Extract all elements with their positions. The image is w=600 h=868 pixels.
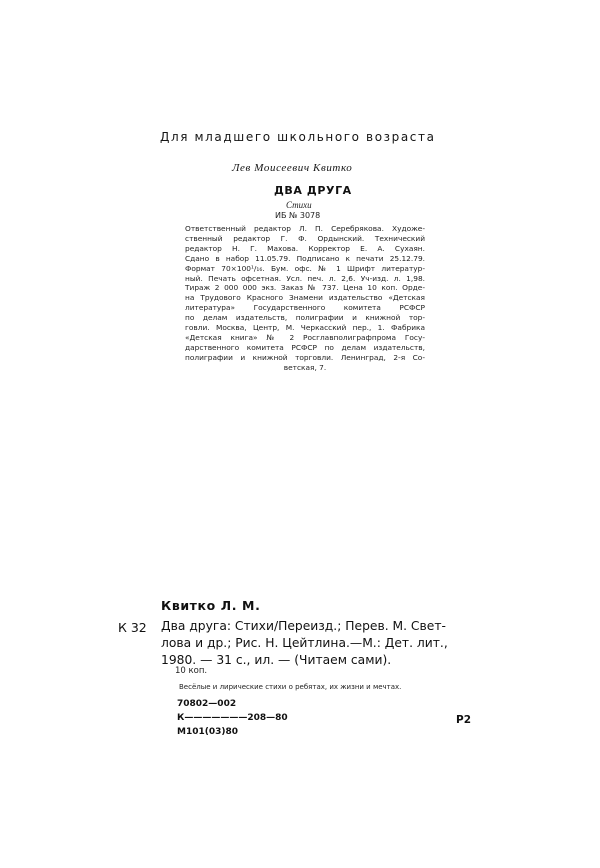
author-name: Лев Моисеевич Квитко — [232, 162, 353, 174]
imprint-line: Формат 70×100¹/₁₆. Бум. офс. № 1 Шрифт литератур- — [185, 263, 425, 273]
catalog-card-heading: Квитко Л. М. — [161, 598, 261, 613]
imprint-line: литература» Государственного комитета РСФСР — [185, 303, 425, 313]
imprint-line: Ответственный редактор Л. П. Серебрякова. Художе- — [185, 224, 425, 233]
price-label: 10 коп. — [175, 666, 208, 676]
imprint-line: дарственного комитета РСФСР по делам издательств, — [185, 342, 425, 352]
imprint-line: на Трудового Красного Знамени издательство «Детская — [185, 293, 425, 303]
imprint-line: ветская, 7. — [283, 362, 327, 372]
bibliographic-line: 1980. — 31 с., ил. — (Читаем сами). — [161, 653, 392, 667]
catalog-class-mark: К 32 — [118, 620, 147, 635]
audience-note: Для младшего школьного возраста — [160, 130, 436, 144]
imprint-block — [185, 224, 425, 373]
genre-label: Стихи — [286, 200, 312, 210]
imprint-line: Тираж 2 000 000 экз. Заказ № 737. Цена 10 коп. Орде- — [185, 283, 425, 293]
publisher-code-line: М101(03)80 — [177, 727, 239, 737]
imprint-line: полиграфии и книжной торговли. Ленинград, 2-я Со- — [185, 352, 425, 362]
library-index-mark: Р2 — [456, 714, 472, 726]
imprint-line: ственный редактор Г. Ф. Ордынский. Технический — [185, 233, 425, 243]
annotation-text: Весёлые и лирические стихи о ребятах, их жизни и мечтах. — [179, 683, 402, 691]
ib-number: ИБ № 3078 — [275, 211, 321, 220]
imprint-line: по делам издательств, полиграфии и книжной тор- — [185, 313, 425, 323]
imprint-line: «Детская книга» № 2 Росглавполиграфпрома Госу- — [185, 332, 425, 342]
book-title: ДВА ДРУГА — [274, 184, 352, 197]
bibliographic-description — [161, 618, 455, 669]
imprint-line: Сдано в набор 11.05.79. Подписано к печати 25.12.79. — [185, 253, 425, 263]
publisher-code-line: 70802—002 — [177, 699, 237, 709]
bibliographic-line: Два друга: Стихи/Переизд.; Перев. М. Свет- — [161, 619, 446, 633]
imprint-line: говли. Москва, Центр, М. Черкасский пер., 1. Фабрика — [185, 323, 425, 333]
imprint-line: ный. Печать офсетная. Усл. печ. л. 2,6. Уч-изд. л. 1,98. — [185, 273, 425, 283]
publisher-code-line: К———————208—80 — [177, 713, 288, 723]
imprint-line: редактор Н. Г. Махова. Корректор Е. А. Сухаян. — [185, 243, 425, 253]
bibliographic-line: лова и др.; Рис. Н. Цейтлина.—М.: Дет. лит., — [161, 636, 448, 650]
